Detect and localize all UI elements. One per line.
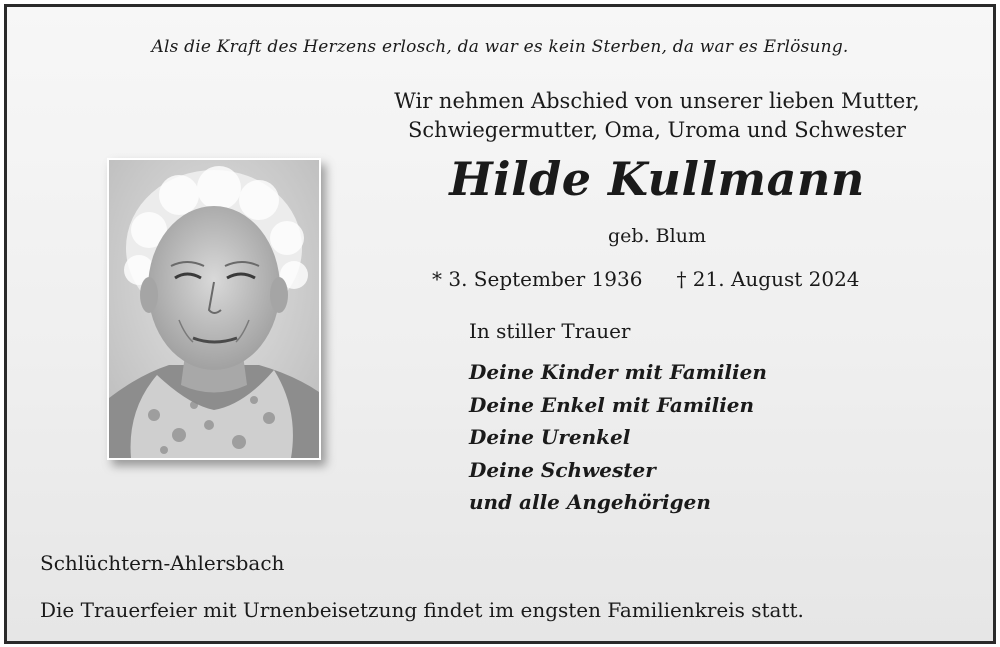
intro-line-1: Wir nehmen Abschied von unserer lieben Mutter, xyxy=(394,89,920,113)
mourner-entry: Deine Schwester xyxy=(469,457,656,482)
deceased-name: Hilde Kullmann xyxy=(449,152,865,206)
motto-quote: Als die Kraft des Herzens erlosch, da war es kein Sterben, da war es Erlösung. xyxy=(151,37,849,57)
mourner-entry: und alle Angehörigen xyxy=(469,490,711,514)
intro-line-2: Schwiegermutter, Oma, Uroma und Schwester xyxy=(408,118,906,142)
birth-name: geb. Blum xyxy=(608,225,706,247)
intro-text xyxy=(387,87,927,145)
funeral-notice: Die Trauerfeier mit Urnenbeisetzung findet im engsten Familienkreis statt. xyxy=(40,598,804,622)
mourner-entry: Deine Kinder mit Familien xyxy=(469,360,767,384)
death-date: † 21. August 2024 xyxy=(676,267,860,291)
mourner-entry: Deine Enkel mit Familien xyxy=(469,392,755,417)
life-dates xyxy=(432,267,860,291)
obituary-card xyxy=(4,4,996,644)
birth-date: * 3. September 1936 xyxy=(432,267,643,291)
mourners-list xyxy=(469,356,767,519)
portrait-photo xyxy=(107,158,321,460)
mourning-intro: In stiller Trauer xyxy=(469,319,631,343)
place-name: Schlüchtern-Ahlersbach xyxy=(40,551,285,575)
mourner-entry: Deine Urenkel xyxy=(469,425,631,449)
